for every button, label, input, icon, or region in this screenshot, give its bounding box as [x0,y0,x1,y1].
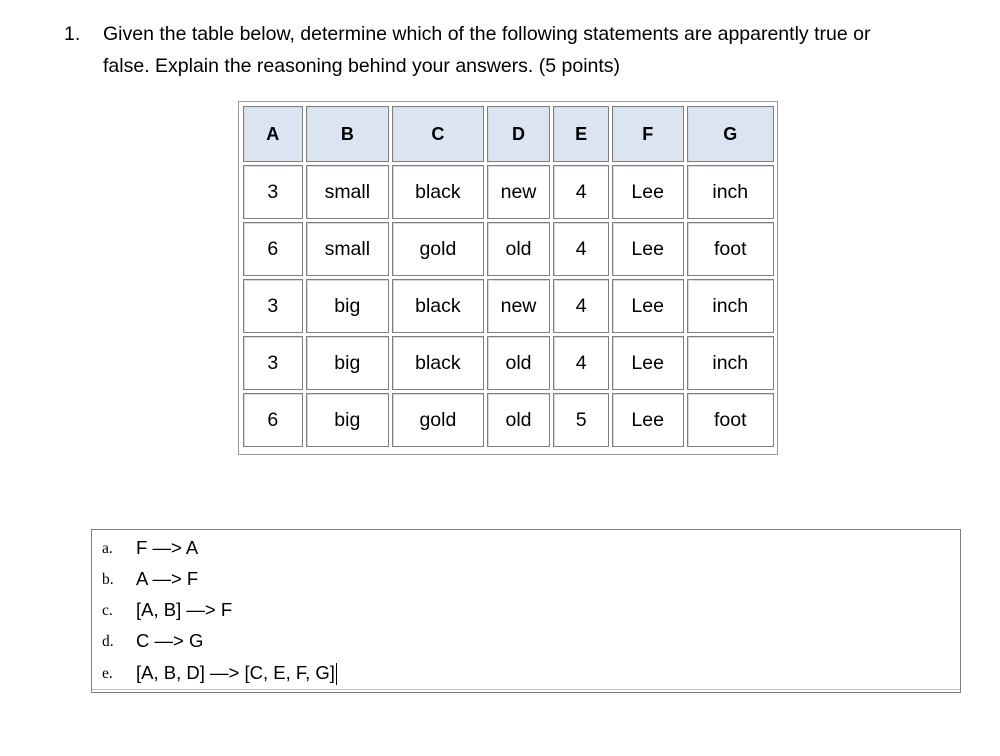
question-text [103,18,963,82]
statement-letter: a. [102,540,113,557]
table-cell: black [392,165,484,219]
statement-text-wrap [136,658,337,688]
header-cell-f: F [612,106,684,162]
table-row [243,336,774,390]
statement-letter: d. [102,633,114,650]
table-cell: foot [687,222,775,276]
table-cell: 3 [243,279,303,333]
table-cell: Lee [612,393,684,447]
header-cell-e: E [553,106,609,162]
statements-box[interactable] [91,529,961,693]
table-cell: 3 [243,336,303,390]
table-row [243,393,774,447]
relation-table [240,103,777,450]
table-cell: black [392,336,484,390]
table-cell: gold [392,393,484,447]
table-cell: 6 [243,222,303,276]
table-cell: 6 [243,393,303,447]
table-cell: 4 [553,279,609,333]
table-cell: Lee [612,279,684,333]
table-cell: big [306,336,390,390]
table-cell: 4 [553,165,609,219]
table-header-row [243,106,774,162]
table-cell: old [487,393,551,447]
question-line-2: false. Explain the reasoning behind your answers. (5 points) [103,55,621,77]
table-cell: 3 [243,165,303,219]
table-row [243,222,774,276]
table-cell: Lee [612,165,684,219]
table-cell: foot [687,393,775,447]
statement-text: A —> F [136,568,199,589]
table-cell: 4 [553,222,609,276]
statement-text: F —> A [136,537,199,558]
statement-letter: e. [102,665,113,682]
table-cell: 5 [553,393,609,447]
table-cell: big [306,393,390,447]
table-cell: new [487,165,551,219]
table-cell: old [487,336,551,390]
header-cell-b: B [306,106,390,162]
table-cell: small [306,165,390,219]
table-cell: Lee [612,222,684,276]
table-cell: small [306,222,390,276]
statement-text: [A, B] —> F [136,599,233,620]
table-cell: old [487,222,551,276]
header-cell-c: C [392,106,484,162]
table-cell: inch [687,336,775,390]
statement-text: [A, B, D] —> [C, E, F, G] [136,662,335,683]
table-cell: 4 [553,336,609,390]
question-line-1: Given the table below, determine which of the following statements are apparently true or [103,23,871,45]
table-cell: big [306,279,390,333]
question-number: 1. [64,23,81,45]
table-cell: black [392,279,484,333]
table-cell: Lee [612,336,684,390]
table-row [243,279,774,333]
table-cell: new [487,279,551,333]
relation-table-frame [238,101,778,455]
statement-letter: c. [102,602,113,619]
table-cell: inch [687,279,775,333]
table-row [243,165,774,219]
header-cell-d: D [487,106,551,162]
text-cursor [336,663,337,685]
statement-letter: b. [102,571,114,588]
header-cell-g: G [687,106,775,162]
header-cell-a: A [243,106,303,162]
statement-text: C —> G [136,630,204,651]
table-cell: inch [687,165,775,219]
table-cell: gold [392,222,484,276]
